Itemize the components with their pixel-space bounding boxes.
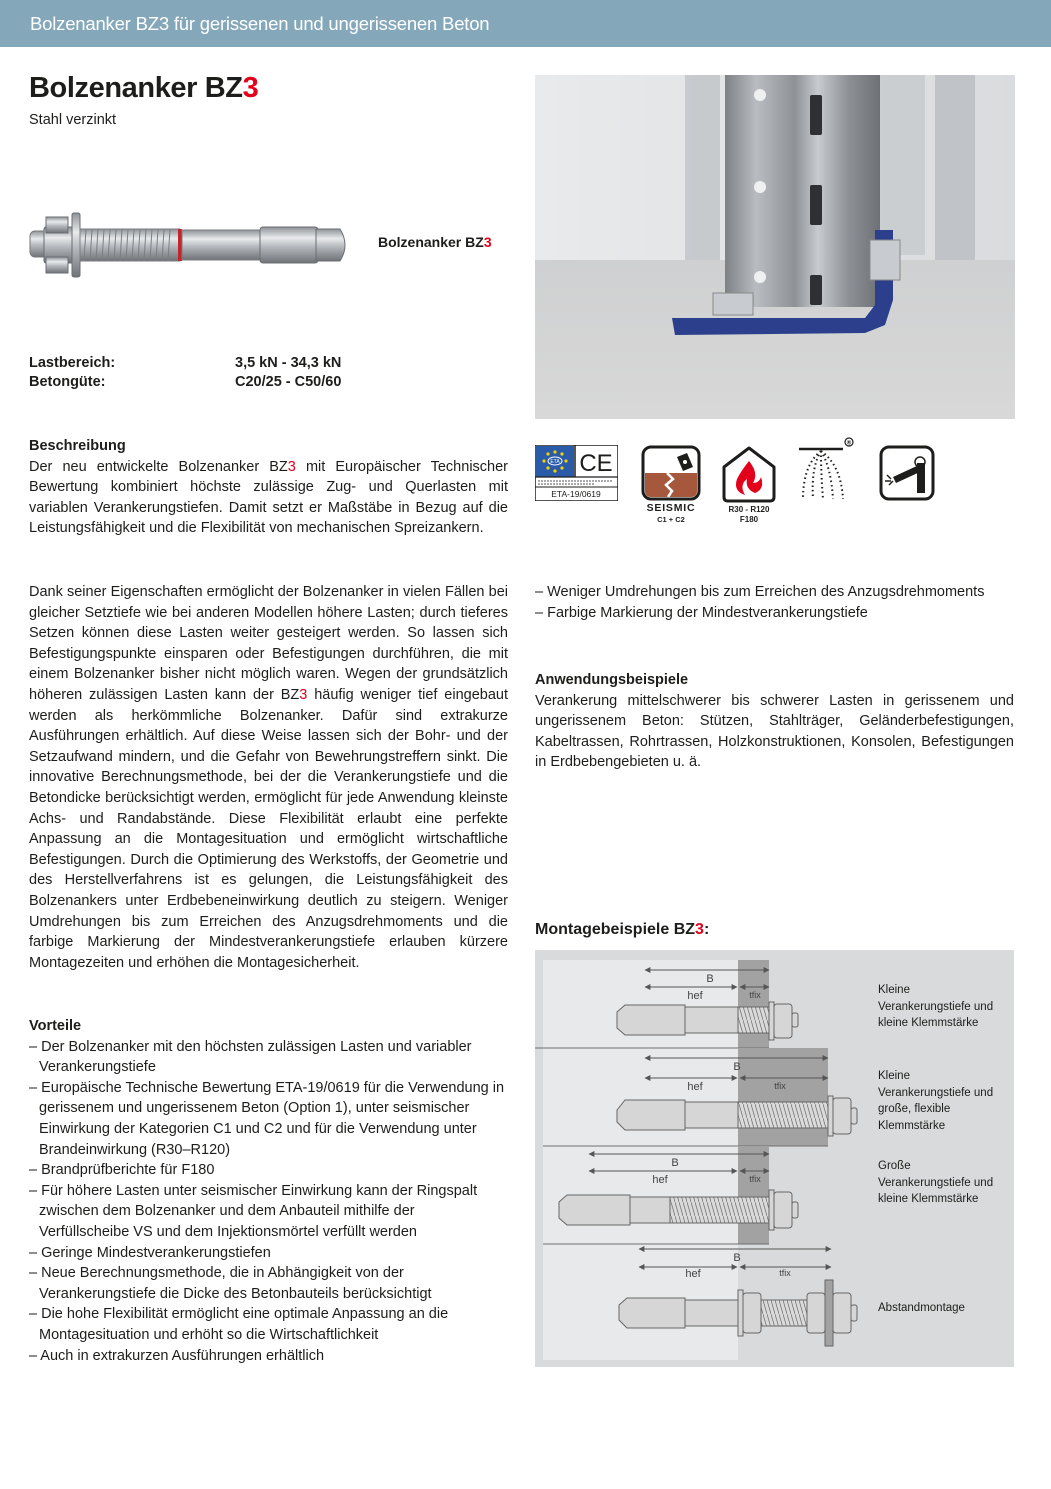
installation-diagram <box>535 950 1014 1367</box>
fire-icon <box>719 445 779 503</box>
spec-row-concrete-grade <box>29 373 341 392</box>
spec-key: Lastbereich: <box>29 355 116 371</box>
rack-column-photo <box>535 75 1015 419</box>
sprinkler-badge <box>797 435 857 503</box>
setting-tool-badge <box>879 445 935 501</box>
text-span: mit Europäischer Technischer Bewertung kombiniert höchste zulässige Zug- und Querlasten mit variablen Verankerungstiefen. Damit setzt er Maßstäbe in Bezug auf die Leistungsfähigkeit und die Flexibilität von mechanischen Spreizankern. <box>29 458 508 537</box>
description-section <box>29 436 508 539</box>
advantage-item: – Der Bolzenanker mit den höchsten zulässigen Lasten und variabler Verankerungstiefe <box>29 1038 472 1076</box>
advantage-item: – Neue Berechnungsmethode, die in Abhängigkeit von der Verankerungstiefe die Dicke des Betonbauteils berücksichtigt <box>29 1265 432 1302</box>
advantage-item: – Die hohe Flexibilität ermöglicht eine optimale Anpassung an die Montagesituation und erhöht so die Wirtschaftlichkeit <box>29 1306 449 1343</box>
dim-b: B <box>733 1061 741 1073</box>
applications-section <box>535 670 1014 773</box>
eta-label: ETA <box>550 459 560 465</box>
diagram-title <box>535 921 709 939</box>
advantage-item: – Geringe Mindestverankerungstiefen <box>29 1244 271 1261</box>
anchor-image-label-accent: 3 <box>483 234 492 250</box>
registered-mark: ® <box>846 440 852 447</box>
advantage-item: – Brandprüfberichte für F180 <box>29 1162 215 1179</box>
product-title <box>29 72 258 105</box>
dim-b: B <box>733 1252 741 1264</box>
eta-ce-icon <box>535 445 618 501</box>
applications-text: Verankerung mittelschwerer bis schwerer Lasten in gerissenem und ungerissenem Beton: Stützen, Stahlträger, Geländerbefestigungen, Kabeltrassen, Rohrtrassen, Holzkonstruktionen, Konsolen, Befestigungen in Erdbebengebieten u. ä. <box>535 692 1014 771</box>
advantage-item: – Weniger Umdrehungen bis zum Erreichen des Anzugsdrehmoments <box>535 584 985 600</box>
advantage-item: – Europäische Technische Bewertung ETA-19/0619 für die Verwendung in gerissenem und ungerissenem Beton (Option 1), unter seismischer Einwirkung der Kategorien C1 und C2 und für die Verwendung unter Brandeinwirkung (R30–R120) <box>29 1079 505 1158</box>
spec-table <box>29 354 341 392</box>
example-label-4: Abstandmontage <box>878 1302 965 1314</box>
dim-hef: hef <box>687 990 703 1002</box>
dim-hef: hef <box>652 1174 668 1186</box>
dim-b: B <box>706 973 714 985</box>
dim-tfix: tfix <box>779 1268 791 1278</box>
product-subtitle: Stahl verzinkt <box>29 112 117 128</box>
spec-row-load-range <box>29 354 341 373</box>
setting-tool-icon <box>879 445 935 501</box>
certification-icons <box>535 440 1015 533</box>
advantage-item: – Auch in extrakurzen Ausführungen erhältlich <box>29 1347 325 1364</box>
text-span: Dank seiner Eigenschaften ermöglicht der Bolzenanker in vielen Fällen bei gleicher Setztiefe wie bei anderen Modellen höhere Lasten; durch tieferes Setzen können diese Lasten weiter gesteigert werden. So lassen sich Befestigungspunkte einsparen oder Befestigungen durchführen, die mit einem Bolzenanker bisher nicht möglich waren. Wegen der grundsätzlich höheren zulässigen Lasten kann der BZ <box>29 584 508 703</box>
header-bar <box>0 0 1051 47</box>
advantages-continued <box>535 582 995 623</box>
example-label-3: Große Verankerungstiefe und kleine Klemmstärke <box>878 1160 994 1205</box>
application-photo <box>535 75 1015 419</box>
dim-hef: hef <box>685 1268 701 1280</box>
advantage-item: – Für höhere Lasten unter seismischer Einwirkung kann der Ringspalt zwischen dem Bolzenanker und dem Anbauteil mithilfe der Verfüllscheibe VS und dem Injektionsmörtel verfüllt werden <box>29 1182 478 1240</box>
dim-b: B <box>671 1157 679 1169</box>
dim-tfix: tfix <box>774 1081 786 1091</box>
description-paragraph-2-text <box>29 582 508 973</box>
fire-badge <box>719 445 779 527</box>
anchor-image-label <box>378 234 492 250</box>
spec-value: C20/25 - C50/60 <box>235 374 342 390</box>
text-span: häufig weniger tief eingebaut werden als herkömmliche Bolzenanker. Dafür sind extrakurze Ausführungen erhältlich. Auf diese Weise lassen sich der Bohr- und der Setzaufwand mindern, und die Gefahr von Bewehrungstreffern sinkt. Die innovative Berechnungsmethode, bei der die Verankerungstiefe und die Betondicke berücksichtigt werden, ermöglicht für jede Anwendung kleinste Achs- und Randabstände. Diese Flexibilität erlaubt eine perfekte Anpassung an die Montagesituation und ermöglicht wirtschaftliche Befestigungen. Durch die Optimierung des Werkstoffs, der Geometrie und des Herstellverfahrens ist es gelungen, die Leistungsfähigkeit des Bolzenankers unter Erdbebeneinwirkung deutlich zu steigern. Weniger Umdrehungen bis zum Erreichen des Anzugsdrehmoments und die farbige Markierung der Mindestverankerungstiefe erlauben kürzere Montagezeiten und erhöhen die Montagesicherheit. <box>29 686 508 971</box>
accent-span: 3 <box>299 686 308 703</box>
advantage-item: – Farbige Markierung der Mindestverankerungstiefe <box>535 604 868 621</box>
description-paragraph-2 <box>29 582 508 973</box>
seismic-icon <box>639 445 703 501</box>
diagram-title-suffix: : <box>703 921 710 938</box>
anchor-image-label-main: Bolzenanker BZ <box>378 234 484 250</box>
fire-sublabel: F180 <box>739 515 759 524</box>
seismic-sublabel: C1 + C2 <box>657 515 685 524</box>
diagram-title-accent: 3 <box>695 921 704 938</box>
product-title-accent: 3 <box>242 72 259 104</box>
product-title-main: Bolzenanker BZ <box>29 72 243 104</box>
diagram-title-main: Montagebeispiele BZ <box>535 921 696 938</box>
header-title: Bolzenanker BZ3 für gerissenen und ungerissenen Beton <box>30 13 490 34</box>
sprinkler-icon <box>797 435 857 503</box>
spec-key: Betongüte: <box>29 374 106 390</box>
seismic-badge <box>639 445 703 527</box>
ce-mark: CE <box>579 450 613 477</box>
eta-code: ETA-19/0619 <box>551 489 601 499</box>
advantages-section <box>29 1016 508 1366</box>
example-label-1: Kleine Verankerungstiefe und kleine Klemmstärke <box>878 984 994 1029</box>
fire-label: R30 - R120 <box>728 505 770 514</box>
anchor-bolt-image <box>28 205 358 285</box>
dim-hef: hef <box>687 1081 703 1093</box>
description-paragraph-1 <box>29 457 508 539</box>
example-label-2: Kleine Verankerungstiefe und große, flexible Klemmstärke <box>878 1070 994 1132</box>
description-heading: Beschreibung <box>29 438 126 454</box>
spec-value: 3,5 kN - 34,3 kN <box>235 355 342 371</box>
text-span: Der neu entwickelte Bolzenanker BZ <box>29 458 288 475</box>
seismic-label: SEISMIC <box>646 502 696 514</box>
eta-ce-badge <box>535 445 618 501</box>
dim-tfix: tfix <box>749 1174 761 1184</box>
applications-heading: Anwendungsbeispiele <box>535 672 689 688</box>
accent-span: 3 <box>287 458 296 475</box>
advantages-heading: Vorteile <box>29 1018 82 1034</box>
dim-tfix: tfix <box>749 990 761 1000</box>
